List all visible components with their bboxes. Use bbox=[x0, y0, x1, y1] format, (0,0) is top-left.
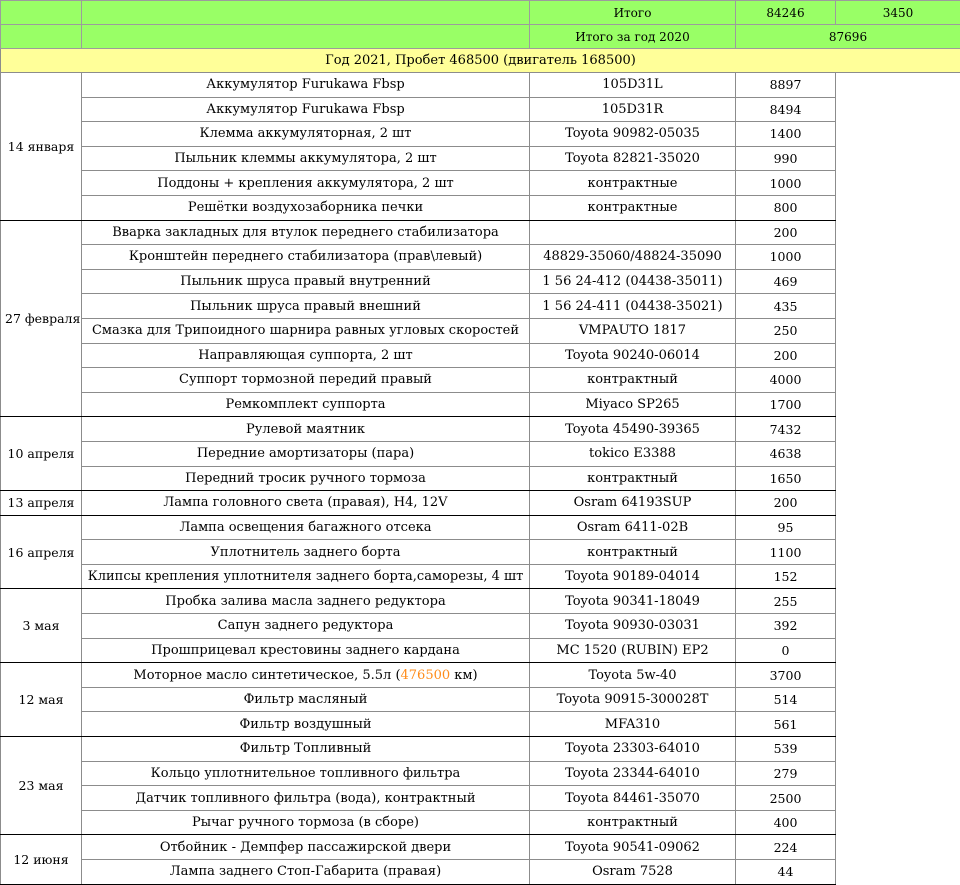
item-name: Вварка закладных для втулок переднего стабилизатора bbox=[82, 220, 530, 245]
prev-year-spacer-cell bbox=[1, 25, 82, 49]
item-part-number: Osram 7528 bbox=[530, 860, 736, 885]
item-part-number: Toyota 90541-09062 bbox=[530, 835, 736, 860]
item-part-number: 1 56 24-412 (04438-35011) bbox=[530, 269, 736, 294]
item-cost: 1400 bbox=[736, 122, 836, 147]
prev-year-empty-cell bbox=[82, 25, 530, 49]
item-cost: 152 bbox=[736, 564, 836, 589]
item-name: Направляющая суппорта, 2 шт bbox=[82, 343, 530, 368]
item-part-number: Toyota 84461-35070 bbox=[530, 786, 736, 811]
item-cost: 1000 bbox=[736, 171, 836, 196]
item-name: Фильтр Топливный bbox=[82, 737, 530, 762]
item-part-number: 105D31L bbox=[530, 73, 736, 98]
item-cost: 435 bbox=[736, 294, 836, 319]
item-name: Ремкомплект суппорта bbox=[82, 392, 530, 417]
item-part-number: контрактный bbox=[530, 540, 736, 565]
table-row bbox=[1, 761, 960, 786]
item-cost: 200 bbox=[736, 491, 836, 516]
item-extra-cell bbox=[836, 220, 960, 245]
item-cost: 3700 bbox=[736, 663, 836, 688]
item-cost: 44 bbox=[736, 860, 836, 885]
item-cost: 255 bbox=[736, 589, 836, 614]
item-part-number: VMPAUTO 1817 bbox=[530, 318, 736, 343]
table-row bbox=[1, 220, 960, 245]
item-name: Пыльник клеммы аккумулятора, 2 шт bbox=[82, 146, 530, 171]
item-name: Передние амортизаторы (пара) bbox=[82, 441, 530, 466]
item-cost: 514 bbox=[736, 687, 836, 712]
item-name: Отбойник - Демпфер пассажирской двери bbox=[82, 835, 530, 860]
table-row bbox=[1, 540, 960, 565]
item-part-number: MFA310 bbox=[530, 712, 736, 737]
item-part-number: контрактные bbox=[530, 195, 736, 220]
prev-year-total-row bbox=[1, 25, 960, 49]
table-row bbox=[1, 515, 960, 540]
total-spacer-cell bbox=[1, 1, 82, 25]
group-date: 3 мая bbox=[1, 589, 82, 663]
item-name: Рычаг ручного тормоза (в сборе) bbox=[82, 810, 530, 835]
item-extra-cell bbox=[836, 835, 960, 860]
item-extra-cell bbox=[836, 810, 960, 835]
table-row bbox=[1, 466, 960, 491]
item-extra-cell bbox=[836, 171, 960, 196]
table-row bbox=[1, 392, 960, 417]
item-extra-cell bbox=[836, 122, 960, 147]
item-part-number: Toyota 90341-18049 bbox=[530, 589, 736, 614]
item-name: Лампа заднего Стоп-Габарита (правая) bbox=[82, 860, 530, 885]
item-name bbox=[82, 663, 530, 688]
item-extra-cell bbox=[836, 466, 960, 491]
table-row bbox=[1, 97, 960, 122]
mileage-highlight: 476500 bbox=[400, 667, 451, 683]
item-part-number: Toyota 90240-06014 bbox=[530, 343, 736, 368]
table-row bbox=[1, 663, 960, 688]
year-header-row bbox=[1, 49, 960, 73]
table-row bbox=[1, 318, 960, 343]
table-row bbox=[1, 687, 960, 712]
item-part-number: Toyota 23344-64010 bbox=[530, 761, 736, 786]
item-cost: 400 bbox=[736, 810, 836, 835]
group-date: 12 июня bbox=[1, 835, 82, 884]
table-row bbox=[1, 441, 960, 466]
total-label: Итого bbox=[530, 1, 736, 25]
item-extra-cell bbox=[836, 97, 960, 122]
item-name: Пыльник шруса правый внешний bbox=[82, 294, 530, 319]
item-name: Поддоны + крепления аккумулятора, 2 шт bbox=[82, 171, 530, 196]
item-part-number: Toyota 82821-35020 bbox=[530, 146, 736, 171]
year-header: Год 2021, Пробет 468500 (двигатель 168500) bbox=[1, 49, 960, 73]
item-extra-cell bbox=[836, 146, 960, 171]
table-row bbox=[1, 860, 960, 885]
item-part-number: 48829-35060/48824-35090 bbox=[530, 245, 736, 270]
item-cost: 469 bbox=[736, 269, 836, 294]
item-extra-cell bbox=[836, 368, 960, 393]
item-name: Решётки воздухозаборника печки bbox=[82, 195, 530, 220]
item-part-number: Toyota 90930-03031 bbox=[530, 614, 736, 639]
table-row bbox=[1, 195, 960, 220]
item-extra-cell bbox=[836, 318, 960, 343]
table-row bbox=[1, 73, 960, 98]
item-extra-cell bbox=[836, 441, 960, 466]
item-name-tail: км) bbox=[450, 667, 478, 683]
item-extra-cell bbox=[836, 392, 960, 417]
table-row bbox=[1, 712, 960, 737]
item-part-number: Toyota 90982-05035 bbox=[530, 122, 736, 147]
prev-year-total: 87696 bbox=[736, 25, 960, 49]
table-row bbox=[1, 146, 960, 171]
item-cost: 1700 bbox=[736, 392, 836, 417]
item-name: Фильтр масляный bbox=[82, 687, 530, 712]
item-name: Лампа головного света (правая), H4, 12V bbox=[82, 491, 530, 516]
table-row bbox=[1, 589, 960, 614]
item-extra-cell bbox=[836, 269, 960, 294]
item-extra-cell bbox=[836, 343, 960, 368]
item-extra-cell bbox=[836, 73, 960, 98]
item-extra-cell bbox=[836, 761, 960, 786]
item-name: Пыльник шруса правый внутренний bbox=[82, 269, 530, 294]
item-name: Прошприцевал крестовины заднего кардана bbox=[82, 638, 530, 663]
table-row bbox=[1, 417, 960, 442]
item-name: Рулевой маятник bbox=[82, 417, 530, 442]
item-part-number: tokico E3388 bbox=[530, 441, 736, 466]
item-extra-cell bbox=[836, 860, 960, 885]
item-cost: 4000 bbox=[736, 368, 836, 393]
item-cost: 200 bbox=[736, 343, 836, 368]
item-cost: 200 bbox=[736, 220, 836, 245]
item-part-number: MC 1520 (RUBIN) EP2 bbox=[530, 638, 736, 663]
item-name: Кронштейн переднего стабилизатора (прав\левый) bbox=[82, 245, 530, 270]
table-row bbox=[1, 614, 960, 639]
item-extra-cell bbox=[836, 638, 960, 663]
item-extra-cell bbox=[836, 195, 960, 220]
item-extra-cell bbox=[836, 491, 960, 516]
item-part-number: контрактные bbox=[530, 171, 736, 196]
item-part-number: контрактный bbox=[530, 810, 736, 835]
item-part-number bbox=[530, 220, 736, 245]
table-row bbox=[1, 122, 960, 147]
total-empty-cell bbox=[82, 1, 530, 25]
item-extra-cell bbox=[836, 589, 960, 614]
table-row bbox=[1, 564, 960, 589]
item-name: Сапун заднего редуктора bbox=[82, 614, 530, 639]
item-extra-cell bbox=[836, 687, 960, 712]
item-cost: 95 bbox=[736, 515, 836, 540]
item-part-number: Toyota 5w-40 bbox=[530, 663, 736, 688]
item-name: Аккумулятор Furukawa Fbsp bbox=[82, 73, 530, 98]
table-row bbox=[1, 368, 960, 393]
table-row bbox=[1, 269, 960, 294]
total-row bbox=[1, 1, 960, 25]
item-cost: 2500 bbox=[736, 786, 836, 811]
item-part-number: Osram 64193SUP bbox=[530, 491, 736, 516]
total-extra: 3450 bbox=[836, 1, 960, 25]
item-name: Уплотнитель заднего борта bbox=[82, 540, 530, 565]
item-cost: 224 bbox=[736, 835, 836, 860]
item-extra-cell bbox=[836, 614, 960, 639]
item-part-number: Toyota 90189-04014 bbox=[530, 564, 736, 589]
table-row bbox=[1, 245, 960, 270]
item-part-number: Toyota 45490-39365 bbox=[530, 417, 736, 442]
item-cost: 250 bbox=[736, 318, 836, 343]
group-date: 13 апреля bbox=[1, 491, 82, 516]
item-cost: 7432 bbox=[736, 417, 836, 442]
item-cost: 561 bbox=[736, 712, 836, 737]
item-name-text: Моторное масло синтетическое, 5.5л ( bbox=[133, 667, 401, 683]
item-name: Фильтр воздушный bbox=[82, 712, 530, 737]
item-name: Кольцо уплотнительное топливного фильтра bbox=[82, 761, 530, 786]
item-cost: 279 bbox=[736, 761, 836, 786]
group-date: 16 апреля bbox=[1, 515, 82, 589]
item-part-number: Toyota 90915-300028T bbox=[530, 687, 736, 712]
table-row bbox=[1, 171, 960, 196]
item-name: Пробка залива масла заднего редуктора bbox=[82, 589, 530, 614]
item-name: Датчик топливного фильтра (вода), контрактный bbox=[82, 786, 530, 811]
item-part-number: Toyota 23303-64010 bbox=[530, 737, 736, 762]
item-extra-cell bbox=[836, 663, 960, 688]
item-name: Клипсы крепления уплотнителя заднего борта,саморезы, 4 шт bbox=[82, 564, 530, 589]
item-extra-cell bbox=[836, 417, 960, 442]
item-extra-cell bbox=[836, 540, 960, 565]
item-cost: 1650 bbox=[736, 466, 836, 491]
item-cost: 1100 bbox=[736, 540, 836, 565]
group-date: 12 мая bbox=[1, 663, 82, 737]
table-row bbox=[1, 638, 960, 663]
item-part-number: контрактный bbox=[530, 466, 736, 491]
item-extra-cell bbox=[836, 712, 960, 737]
item-cost: 8494 bbox=[736, 97, 836, 122]
item-cost: 1000 bbox=[736, 245, 836, 270]
item-cost: 990 bbox=[736, 146, 836, 171]
item-part-number: 105D31R bbox=[530, 97, 736, 122]
item-extra-cell bbox=[836, 737, 960, 762]
item-name: Передний тросик ручного тормоза bbox=[82, 466, 530, 491]
table-row bbox=[1, 491, 960, 516]
item-cost: 539 bbox=[736, 737, 836, 762]
item-part-number: Osram 6411-02B bbox=[530, 515, 736, 540]
prev-year-label: Итого за год 2020 bbox=[530, 25, 736, 49]
item-name: Суппорт тормозной передий правый bbox=[82, 368, 530, 393]
group-date: 14 января bbox=[1, 73, 82, 221]
item-cost: 800 bbox=[736, 195, 836, 220]
item-part-number: 1 56 24-411 (04438-35021) bbox=[530, 294, 736, 319]
item-extra-cell bbox=[836, 294, 960, 319]
group-date: 10 апреля bbox=[1, 417, 82, 491]
item-cost: 8897 bbox=[736, 73, 836, 98]
item-extra-cell bbox=[836, 515, 960, 540]
item-cost: 392 bbox=[736, 614, 836, 639]
table-row bbox=[1, 294, 960, 319]
item-name: Клемма аккумуляторная, 2 шт bbox=[82, 122, 530, 147]
table-row bbox=[1, 810, 960, 835]
group-date: 27 февраля bbox=[1, 220, 82, 417]
table-row bbox=[1, 343, 960, 368]
item-extra-cell bbox=[836, 786, 960, 811]
expense-table-body bbox=[1, 1, 960, 885]
group-date: 23 мая bbox=[1, 737, 82, 835]
table-row bbox=[1, 786, 960, 811]
item-cost: 0 bbox=[736, 638, 836, 663]
table-row bbox=[1, 737, 960, 762]
item-name: Лампа освещения багажного отсека bbox=[82, 515, 530, 540]
item-part-number: Miyaco SP265 bbox=[530, 392, 736, 417]
item-extra-cell bbox=[836, 245, 960, 270]
item-extra-cell bbox=[836, 564, 960, 589]
table-row bbox=[1, 835, 960, 860]
item-name: Аккумулятор Furukawa Fbsp bbox=[82, 97, 530, 122]
item-cost: 4638 bbox=[736, 441, 836, 466]
item-part-number: контрактный bbox=[530, 368, 736, 393]
total-cost: 84246 bbox=[736, 1, 836, 25]
item-name: Смазка для Трипоидного шарнира равных угловых скоростей bbox=[82, 318, 530, 343]
